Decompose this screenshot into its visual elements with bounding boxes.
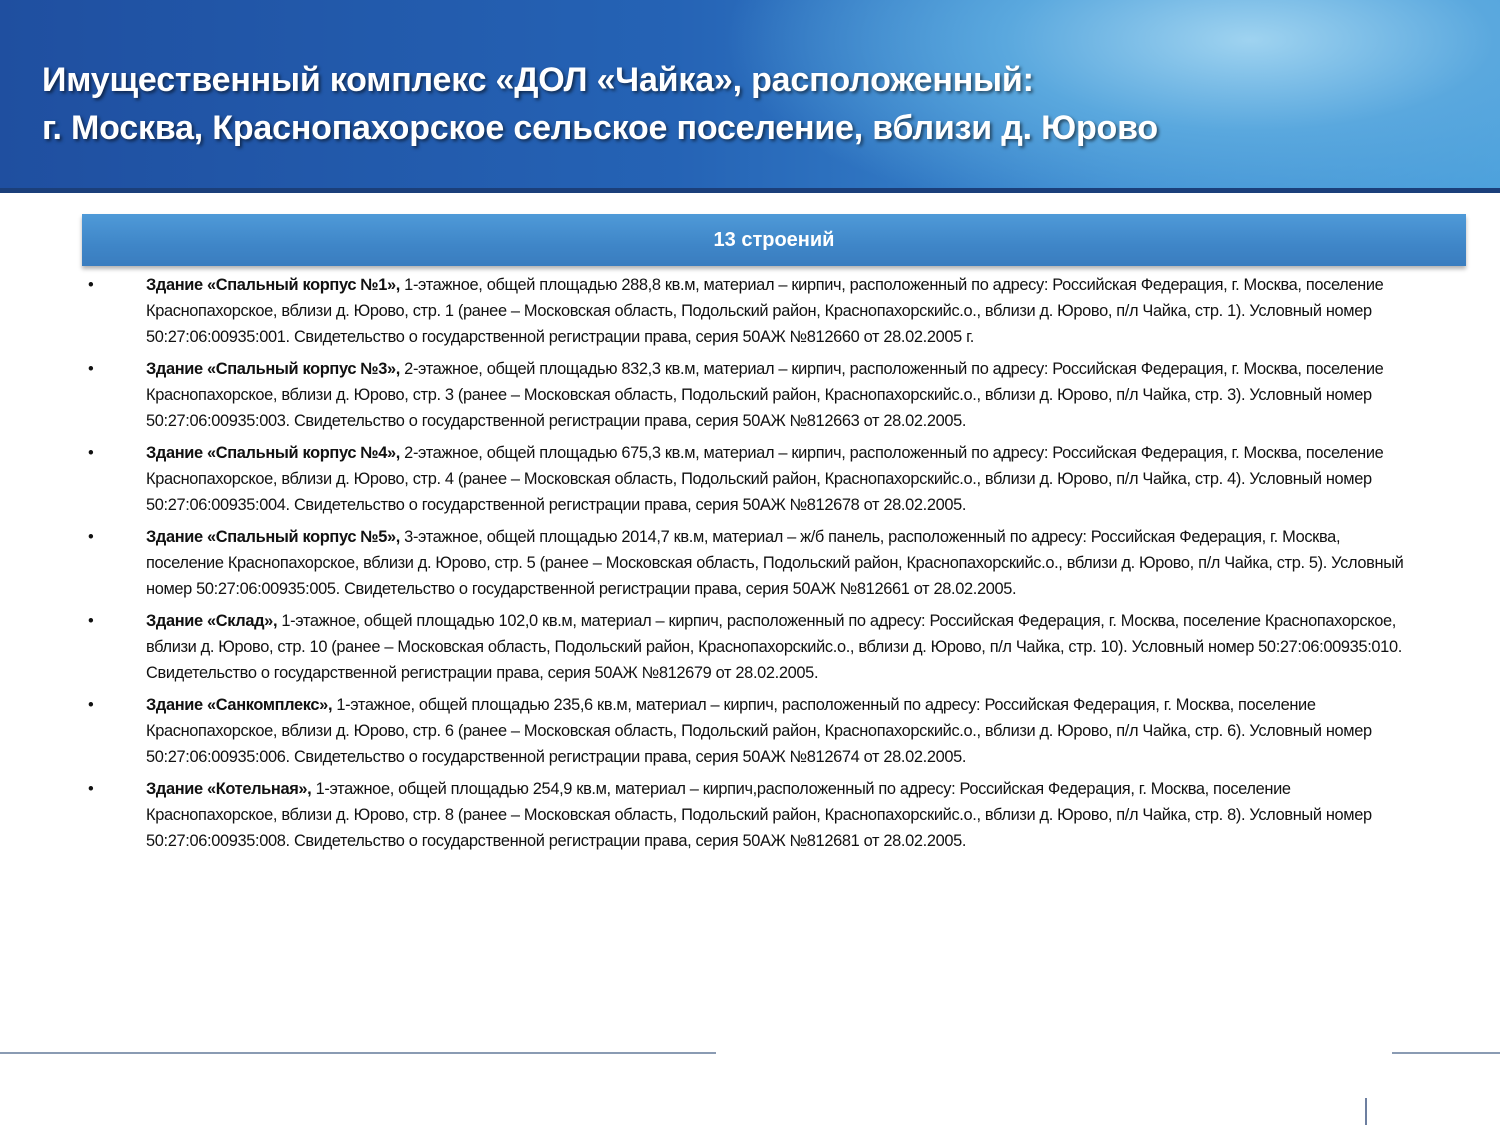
item-text: 2-этажное, общей площадью 832,3 кв.м, материал – кирпич, расположенный по адресу: Российская Федерация, г. Москва, поселение Краснопахорское, вблизи д. Юрово, стр. 3 (ранее – Московская область, Подольский район, Краснопахорскийс.о., вблизи д. Юрово, п/л Чайка, стр. 3). Условный номер 50:27:06:00935:003. Свидетельство о государственной регистрации права, серия 50АЖ №812663 от 28.02.2005. <box>146 360 1384 430</box>
title-line-2: г. Москва, Краснопахорское сельское поселение, вблизи д. Юрово <box>42 109 1158 147</box>
item-text: 1-этажное, общей площадью 235,6 кв.м, материал – кирпич, расположенный по адресу: Российская Федерация, г. Москва, поселение Краснопахорское, вблизи д. Юрово, стр. 6 (ранее – Московская область, Подольский район, Краснопахорскийс.о., вблизи д. Юрово, п/л Чайка, стр. 6). Условный номер 50:27:06:00935:006. Свидетельство о государственной регистрации права, серия 50АЖ №812674 от 28.02.2005. <box>146 696 1372 766</box>
list-item <box>88 692 1418 770</box>
item-text: 1-этажное, общей площадью 102,0 кв.м, материал – кирпич, расположенный по адресу: Российская Федерация, г. Москва, поселение Краснопахорское, вблизи д. Юрово, стр. 10 (ранее – Московская область, Подольский район, Краснопахорскийс.о., вблизи д. Юрово, п/л Чайка, стр. 10). Условный номер 50:27:06:00935:010. Свидетельство о государственной регистрации права, серия 50АЖ №812679 от 28.02.2005. <box>146 612 1402 682</box>
bullet-icon: • <box>88 612 94 630</box>
slide-header <box>0 0 1500 193</box>
item-name: Здание «Спальный корпус №4», <box>146 444 400 462</box>
footer-divider-left <box>0 1052 716 1054</box>
item-name: Здание «Спальный корпус №5», <box>146 528 400 546</box>
bullet-icon: • <box>88 696 94 714</box>
item-name: Здание «Санкомплекс», <box>146 696 333 714</box>
item-text: 1-этажное, общей площадью 288,8 кв.м, материал – кирпич, расположенный по адресу: Российская Федерация, г. Москва, поселение Краснопахорское, вблизи д. Юрово, стр. 1 (ранее – Московская область, Подольский район, Краснопахорскийс.о., вблизи д. Юрово, п/л Чайка, стр. 1). Условный номер 50:27:06:00935:001. Свидетельство о государственной регистрации права, серия 50АЖ №812660 от 28.02.2005 г. <box>146 276 1384 346</box>
item-name: Здание «Спальный корпус №1», <box>146 276 400 294</box>
list-item <box>88 440 1418 518</box>
item-text: 2-этажное, общей площадью 675,3 кв.м, материал – кирпич, расположенный по адресу: Российская Федерация, г. Москва, поселение Краснопахорское, вблизи д. Юрово, стр. 4 (ранее – Московская область, Подольский район, Краснопахорскийс.о., вблизи д. Юрово, п/л Чайка, стр. 4). Условный номер 50:27:06:00935:004. Свидетельство о государственной регистрации права, серия 50АЖ №812678 от 28.02.2005. <box>146 444 1384 514</box>
item-name: Здание «Склад», <box>146 612 278 630</box>
bullet-icon: • <box>88 780 94 798</box>
item-text: 3-этажное, общей площадью 2014,7 кв.м, материал – ж/б панель, расположенный по адресу: Российская Федерация, г. Москва, поселение Краснопахорское, вблизи д. Юрово, стр. 5 (ранее – Московская область, Подольский район, Краснопахорскийс.о., вблизи д. Юрово, п/л Чайка, стр. 5). Условный номер 50:27:06:00935:005. Свидетельство о государственной регистрации права, серия 50АЖ №812661 от 28.02.2005. <box>146 528 1404 598</box>
list-item <box>88 524 1418 602</box>
bullet-icon: • <box>88 360 94 378</box>
buildings-list <box>88 272 1418 860</box>
item-name: Здание «Спальный корпус №3», <box>146 360 400 378</box>
list-item <box>88 608 1418 686</box>
item-text: 1-этажное, общей площадью 254,9 кв.м, материал – кирпич,расположенный по адресу: Российская Федерация, г. Москва, поселение Краснопахорское, вблизи д. Юрово, стр. 8 (ранее – Московская область, Подольский район, Краснопахорскийс.о., вблизи д. Юрово, п/л Чайка, стр. 8). Условный номер 50:27:06:00935:008. Свидетельство о государственной регистрации права, серия 50АЖ №812681 от 28.02.2005. <box>146 780 1372 850</box>
footer-divider-right <box>1392 1052 1500 1054</box>
slide-title <box>42 56 1158 152</box>
list-item <box>88 356 1418 434</box>
item-name: Здание «Котельная», <box>146 780 312 798</box>
bullet-icon: • <box>88 528 94 546</box>
section-band: 13 строений <box>82 214 1466 266</box>
bullet-icon: • <box>88 276 94 294</box>
title-line-1: Имущественный комплекс «ДОЛ «Чайка», расположенный: <box>42 61 1034 99</box>
list-item <box>88 272 1418 350</box>
list-item <box>88 776 1418 854</box>
bullet-icon: • <box>88 444 94 462</box>
footer-tick <box>1365 1098 1367 1125</box>
